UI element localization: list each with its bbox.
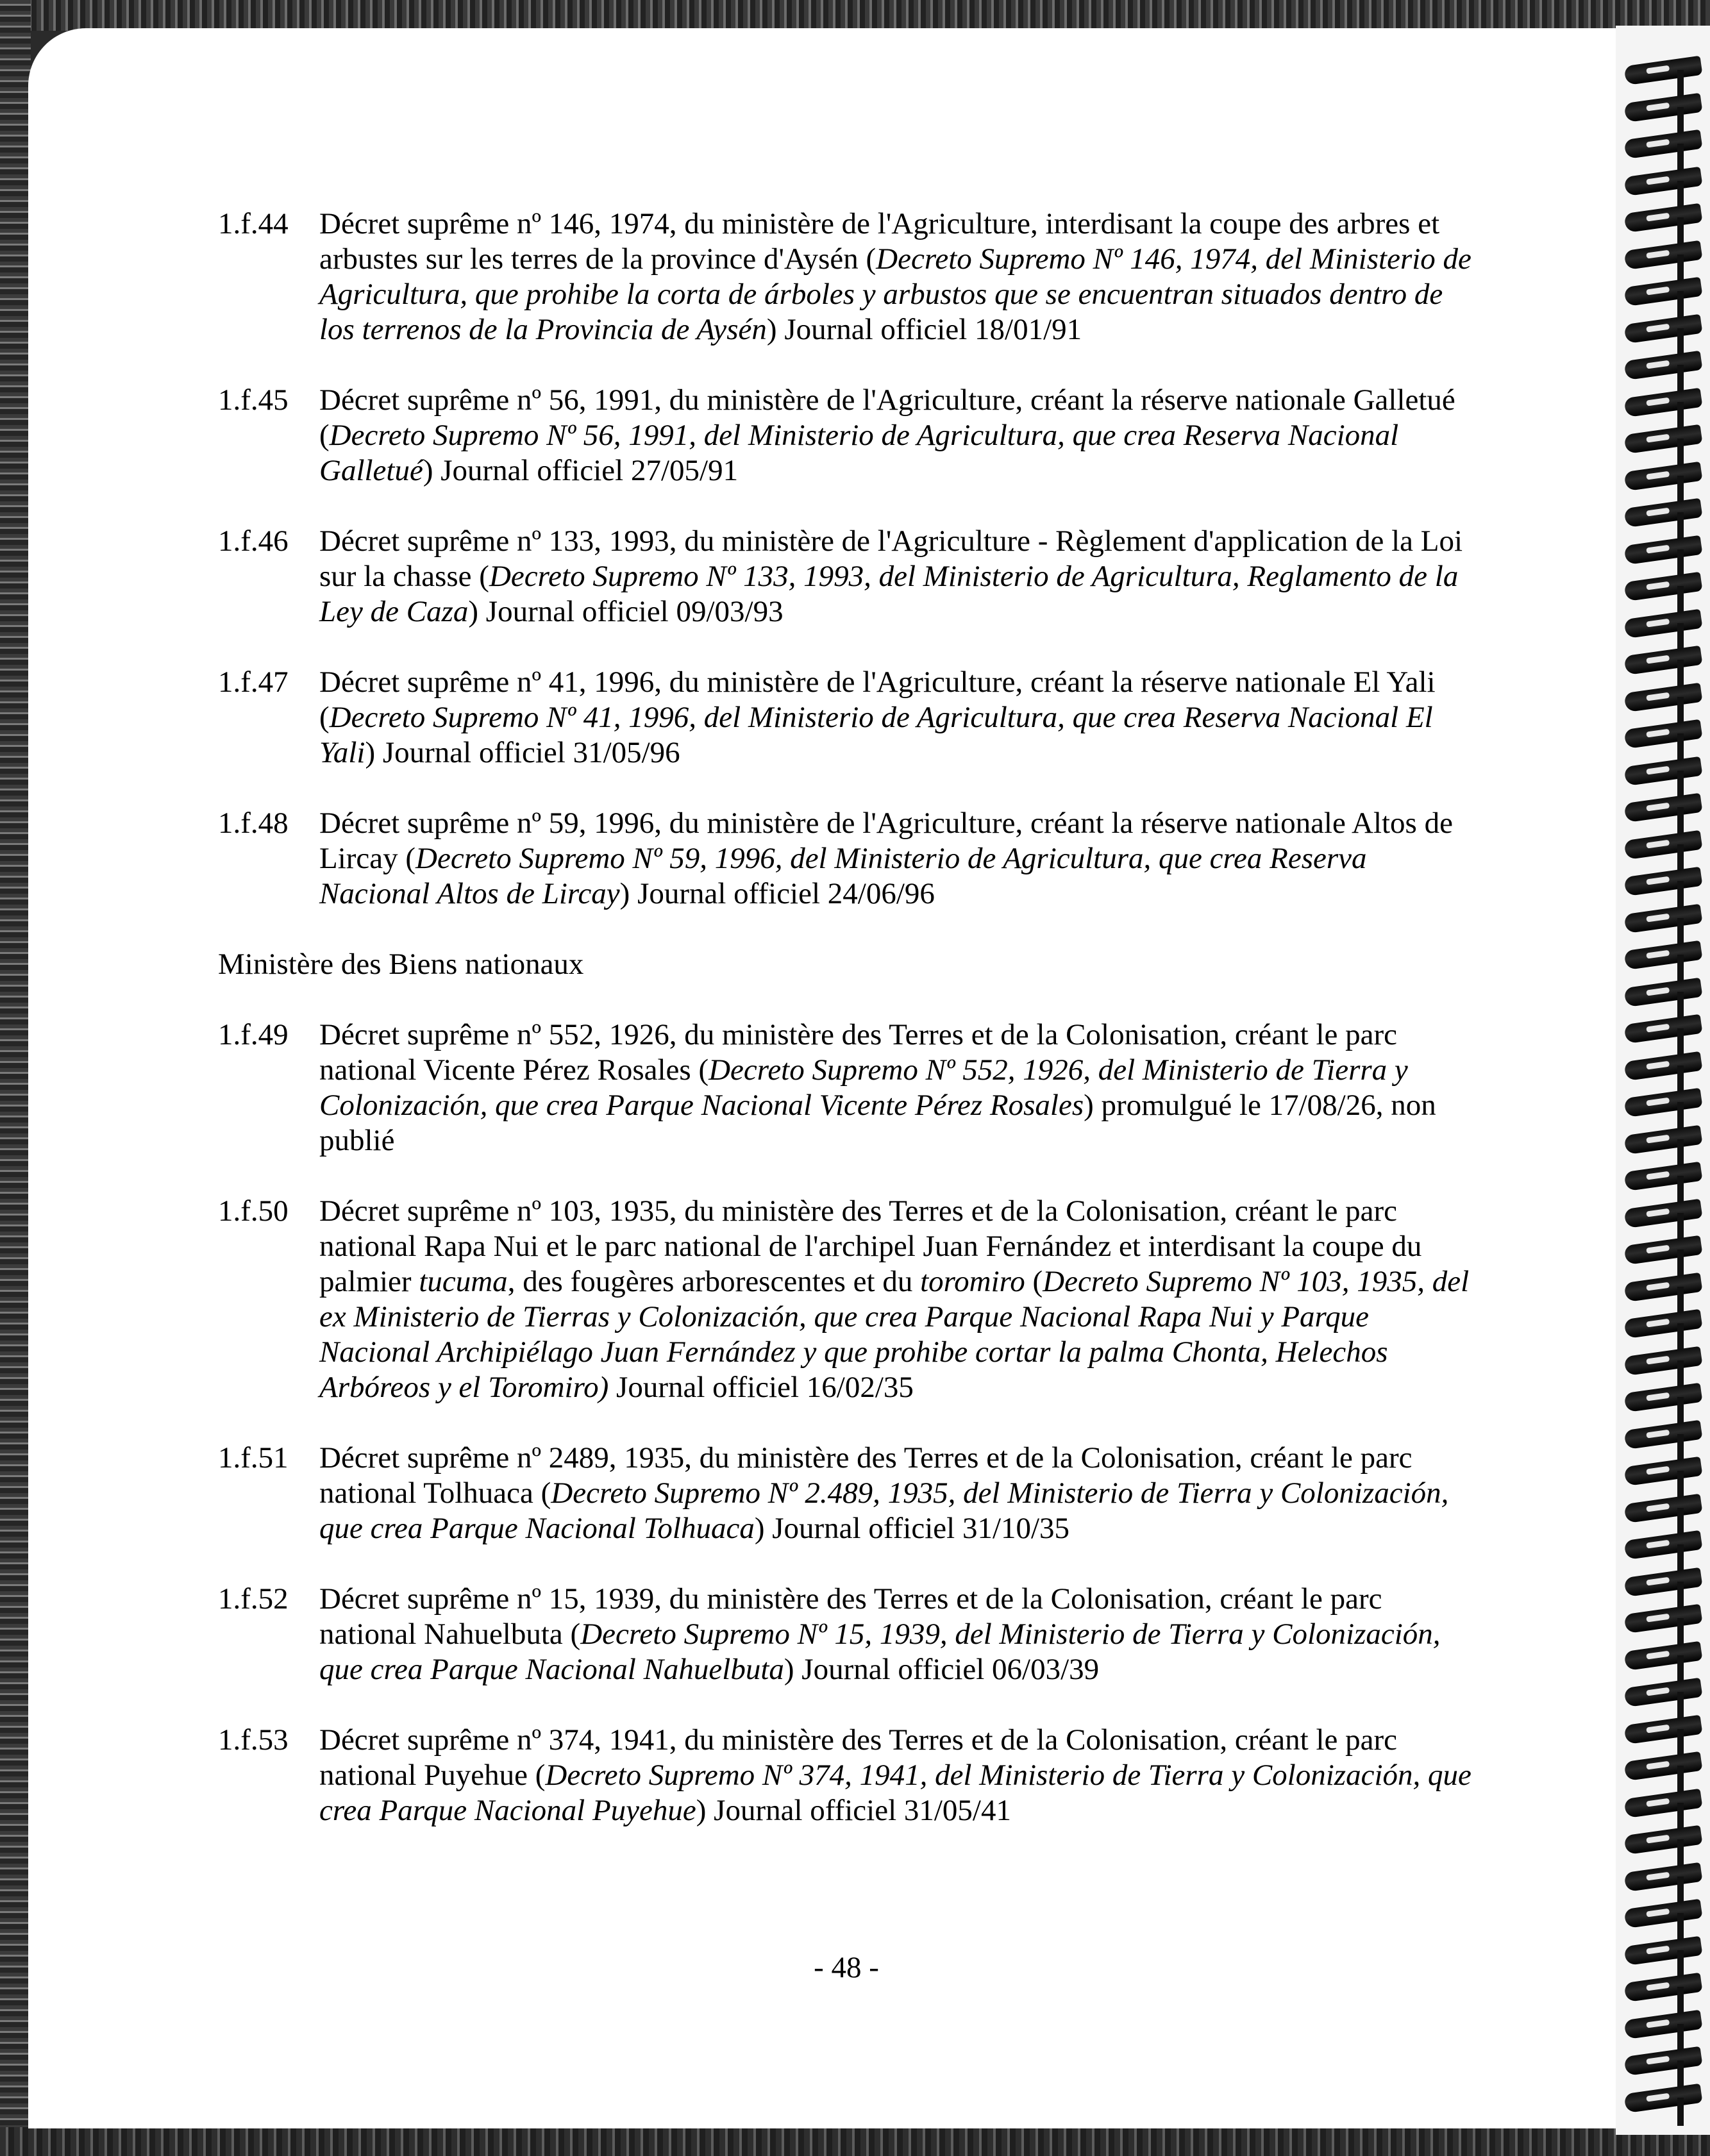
italic-citation: Decreto Supremo Nº 15, 1939, del Ministerio de Tierra y Colonización, que crea Parque Nacional Nahuelbuta [319,1617,1441,1686]
entry-text [319,1582,1481,1687]
binding-post [1677,1766,1684,1794]
binding-post [1677,1508,1684,1536]
section-heading: Ministère des Biens nationaux [218,948,584,981]
binding-coil [1623,867,1702,896]
binding-post [1677,807,1684,835]
entry-text [319,1441,1481,1546]
entry-text-run: ) Journal officiel 27/05/91 [423,454,739,487]
binding-coil [1623,1493,1702,1523]
binding-coil [1623,719,1702,749]
binding-coil [1623,1899,1702,1928]
binding-coil [1623,1825,1702,1855]
binding-coil [1623,1530,1702,1560]
binding-post [1677,512,1684,540]
binding-post [1677,1692,1684,1720]
binding-coil [1623,608,1702,638]
scan-border-bottom [0,2127,1710,2156]
entry-text-run: Décret suprême nº 133, 1993, du ministère de l'Agriculture - Règlement d'application de la Loi sur la chasse ( [319,524,1463,593]
entry-text-run: Décret suprême nº 146, 1974, du ministère de l'Agriculture, interdisant la coupe des arbres et arbustes sur les terres de la province d'Aysén ( [319,207,1440,276]
binding-coil [1623,240,1702,269]
binding-coil [1623,2009,1702,2039]
binding-post [1677,586,1684,614]
binding-post [1677,107,1684,135]
binding-post [1677,955,1684,983]
binding-post [1677,1028,1684,1057]
entry-text-run: ) Journal officiel 31/05/96 [365,736,680,769]
entry-1-f-51 [218,1441,1481,1546]
binding-post [1677,697,1684,725]
binding-post [1677,1987,1684,2015]
entry-1-f-44 [218,206,1481,347]
entry-1-f-53 [218,1723,1481,1828]
binding-post [1677,1287,1684,1315]
binding-post [1677,2060,1684,2089]
italic-citation: Decreto Supremo Nº 552, 1926, del Ministerio de Tierra y Colonización, que crea Parque Nacional Vicente Pérez Rosales [319,1053,1408,1122]
binding-post [1677,1249,1684,1278]
entry-number: 1.f.44 [218,207,289,240]
binding-post [1677,2098,1684,2126]
entry-text-run: Journal officiel 16/02/35 [608,1371,914,1404]
entry-number: 1.f.48 [218,806,289,840]
binding-coil [1623,1751,1702,1781]
binding-coil [1623,1198,1702,1228]
binding-post [1677,365,1684,393]
entry-1-f-52 [218,1582,1481,1687]
entry-text-run: Décret suprême nº 103, 1935, du ministère des Terres et de la Colonisation, créant le parc national Rapa Nui et le parc national de l'archipel Juan Fernández et interdisant la coupe du palmier [319,1194,1422,1298]
binding-post [1677,1102,1684,1130]
binding-coil [1623,1788,1702,1818]
binding-post [1677,881,1684,909]
binding-post [1677,70,1684,98]
binding-coil [1623,1309,1702,1339]
spiral-binding [1616,26,1710,2135]
entry-text [319,665,1481,771]
entry-text-run: Décret suprême nº 56, 1991, du ministère de l'Agriculture, créant la réserve nationale Galletué ( [319,383,1455,452]
entry-text-run: Décret suprême nº 59, 1996, du ministère de l'Agriculture, créant la réserve nationale Altos de Lircay ( [319,806,1453,875]
binding-coil [1623,793,1702,823]
entry-1-f-48 [218,806,1481,912]
binding-coil [1623,535,1702,564]
entry-number: 1.f.51 [218,1441,289,1475]
binding-post [1677,402,1684,430]
binding-coil [1623,1714,1702,1744]
entry-text-run: ) Journal officiel 31/10/35 [754,1512,1070,1545]
binding-coil [1623,682,1702,712]
binding-coil [1623,1604,1702,1634]
binding-post [1677,2024,1684,2052]
entry-text-run: ) promulgué le 17/08/26, non publié [319,1089,1436,1157]
binding-coil [1623,940,1702,970]
binding-coil [1623,1014,1702,1044]
binding-post [1677,623,1684,651]
binding-post [1677,144,1684,172]
binding-post [1677,549,1684,578]
binding-coil [1623,1235,1702,1265]
binding-coil [1623,277,1702,306]
entry-text-run: ) Journal officiel 24/06/96 [619,877,935,910]
binding-coil [1623,903,1702,933]
page-number: - 48 - [814,1951,879,1984]
binding-post [1677,1913,1684,1941]
binding-coil [1623,1051,1702,1080]
binding-coil [1623,387,1702,417]
entry-text [319,524,1481,630]
binding-post [1677,733,1684,762]
italic-citation: Decreto Supremo Nº 103, 1935, del ex Ministerio de Tierras y Colonización, que crea Parque Nacional Rapa Nui y Parque Nacional Archipiélago Juan Fernández y que prohibe cortar la palma Chonta, Helechos Arbóreos y el Toromiro) [319,1265,1470,1404]
binding-coil [1623,572,1702,601]
italic-citation: Decreto Supremo Nº 146, 1974, del Ministerio de Agricultura, que prohibe la corta de árboles y arbustos que se encuentran situados dentro de los terrenos de la Provincia de Aysén [319,242,1471,346]
binding-coil [1623,1567,1702,1596]
binding-post [1677,255,1684,283]
binding-post [1677,291,1684,319]
binding-post [1677,1618,1684,1646]
binding-post [1677,1655,1684,1684]
binding-coil [1623,1862,1702,1891]
binding-post [1677,918,1684,946]
binding-coil [1623,1162,1702,1191]
binding-post [1677,439,1684,467]
binding-coil [1623,830,1702,859]
entry-text-run: ( [1025,1265,1043,1298]
italic-citation: toromiro [920,1265,1025,1298]
binding-coil [1623,2083,1702,2112]
entry-number: 1.f.47 [218,665,289,699]
binding-post [1677,992,1684,1020]
binding-post [1677,1139,1684,1167]
binding-post [1677,1360,1684,1389]
entry-text-run: , des fougères arborescentes et du [507,1265,921,1298]
entry-text-run: Décret suprême nº 552, 1926, du ministère des Terres et de la Colonisation, créant le parc national Vicente Pérez Rosales ( [319,1018,1397,1087]
entry-number: 1.f.50 [218,1194,289,1228]
binding-post [1677,1065,1684,1094]
entry-1-f-45 [218,383,1481,489]
binding-coil [1623,977,1702,1007]
binding-coil [1623,1346,1702,1375]
italic-citation: tucuma [419,1265,508,1298]
binding-post [1677,1176,1684,1204]
entry-1-f-50 [218,1194,1481,1405]
binding-post [1677,1434,1684,1462]
binding-post [1677,1544,1684,1573]
binding-post [1677,1582,1684,1610]
binding-coil [1623,1678,1702,1707]
entry-1-f-49 [218,1017,1481,1158]
entry-number: 1.f.52 [218,1582,289,1616]
entry-text-run: ) Journal officiel 18/01/91 [766,313,1082,346]
binding-post [1677,1323,1684,1351]
binding-coil [1623,203,1702,233]
binding-post [1677,1803,1684,1831]
binding-coil [1623,498,1702,528]
binding-coil [1623,92,1702,122]
italic-citation: Decreto Supremo Nº 59, 1996, del Ministerio de Agricultura, que crea Reserva Nacional Altos de Lircay [319,842,1367,910]
entry-text-run: Décret suprême nº 41, 1996, du ministère de l'Agriculture, créant la réserve nationale El Yali ( [319,665,1436,734]
entry-text-run: ) Journal officiel 09/03/93 [468,595,784,628]
binding-post [1677,1397,1684,1425]
binding-coil [1623,1088,1702,1117]
entry-text [319,383,1481,489]
entry-text-run: ) Journal officiel 31/05/41 [696,1794,1011,1827]
scan-border-top [0,0,1710,31]
binding-coil [1623,1419,1702,1449]
binding-post [1677,1471,1684,1499]
binding-coil [1623,756,1702,785]
binding-post [1677,844,1684,873]
italic-citation: Decreto Supremo Nº 2.489, 1935, del Ministerio de Tierra y Colonización, que crea Parque Nacional Tolhuaca [319,1476,1449,1545]
binding-post [1677,1729,1684,1757]
entry-number: 1.f.45 [218,383,289,417]
binding-coil [1623,313,1702,343]
binding-coil [1623,424,1702,454]
binding-post [1677,1839,1684,1868]
italic-citation: Decreto Supremo Nº 41, 1996, del Ministerio de Agricultura, que crea Reserva Nacional El Yali [319,701,1433,769]
entry-text [319,806,1481,912]
binding-coil [1623,1457,1702,1486]
binding-coil [1623,1383,1702,1412]
entry-1-f-46 [218,524,1481,630]
binding-coil [1623,1124,1702,1154]
binding-post [1677,771,1684,799]
binding-coil [1623,461,1702,490]
entry-text-run: ) Journal officiel 06/03/39 [784,1653,1100,1686]
binding-coil [1623,646,1702,675]
entry-text-run: Décret suprême nº 15, 1939, du ministère des Terres et de la Colonisation, créant le parc national Nahuelbuta ( [319,1582,1382,1651]
binding-coil [1623,2046,1702,2076]
binding-coil [1623,56,1702,85]
binding-coil [1623,1272,1702,1301]
italic-citation: Decreto Supremo Nº 374, 1941, del Ministerio de Tierra y Colonización, que crea Parque Nacional Puyehue [319,1759,1471,1827]
binding-coil [1623,130,1702,159]
entry-text [319,1723,1481,1828]
binding-post [1677,217,1684,246]
binding-post [1677,476,1684,504]
binding-post [1677,181,1684,209]
italic-citation: Decreto Supremo Nº 133, 1993, del Ministerio de Agricultura, Reglamento de la Ley de Caza [319,560,1459,628]
entry-text [319,206,1481,347]
italic-citation: Decreto Supremo Nº 56, 1991, del Ministerio de Agricultura, que crea Reserva Nacional Galletué [319,419,1399,487]
entry-1-f-47 [218,665,1481,771]
entry-number: 1.f.46 [218,524,289,558]
binding-coil [1623,351,1702,380]
binding-post [1677,1876,1684,1905]
entry-text [319,1017,1481,1158]
binding-coil [1623,166,1702,196]
entry-text-run: Décret suprême nº 2489, 1935, du ministère des Terres et de la Colonisation, créant le parc national Tolhuaca ( [319,1441,1412,1510]
entry-text [319,1194,1481,1405]
entry-number: 1.f.53 [218,1723,289,1757]
entry-text-run: Décret suprême nº 374, 1941, du ministère des Terres et de la Colonisation, créant le parc national Puyehue ( [319,1723,1397,1792]
binding-post [1677,1213,1684,1241]
scan-border-left [0,0,31,2156]
document-content [218,206,1481,1864]
binding-coil [1623,1641,1702,1670]
entry-number: 1.f.49 [218,1018,289,1051]
binding-post [1677,328,1684,356]
binding-post [1677,660,1684,688]
